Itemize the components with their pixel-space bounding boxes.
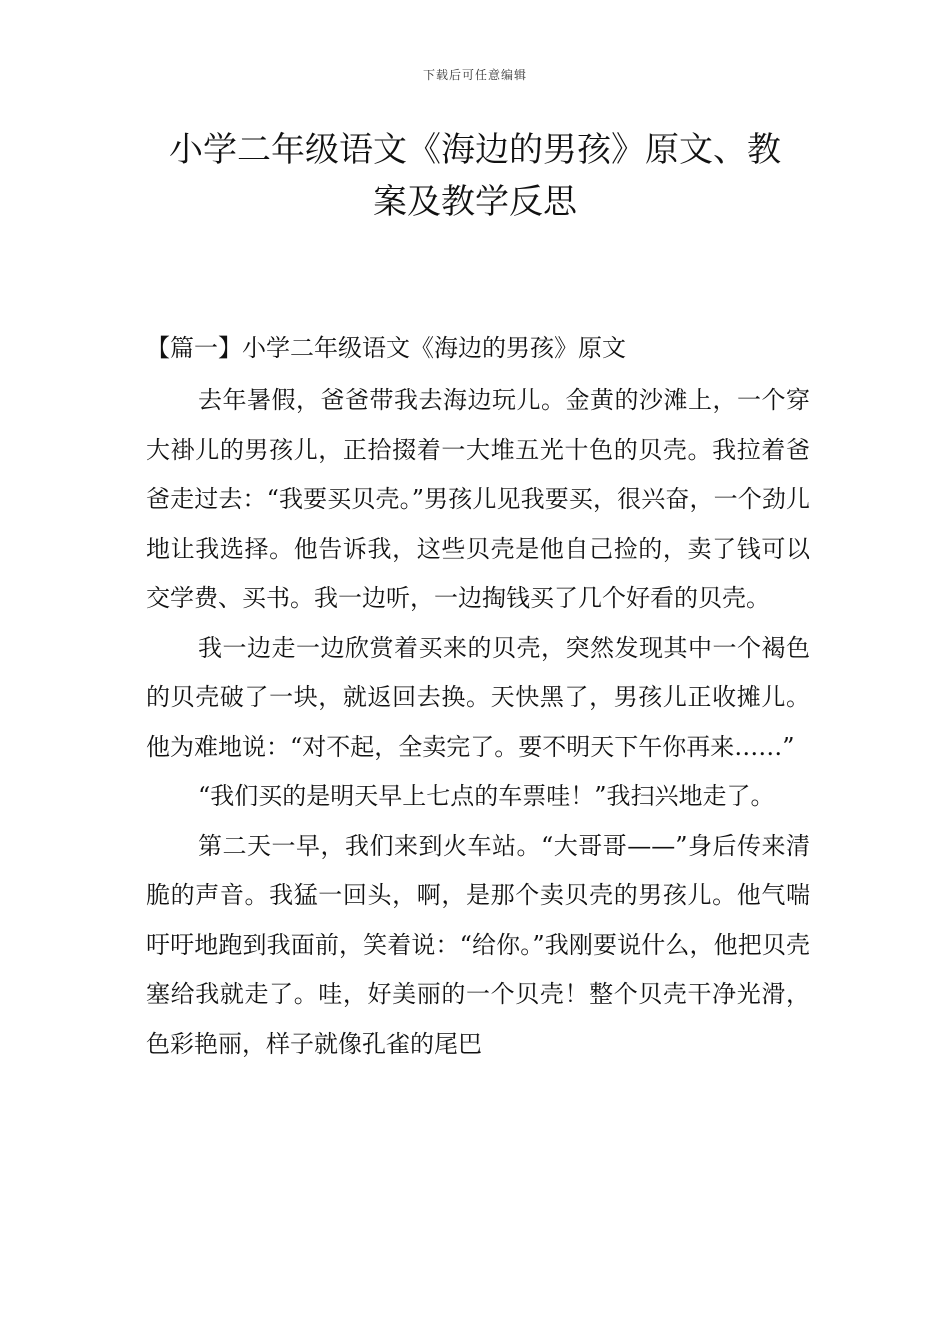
- paragraph: “我们买的是明天早上七点的车票哇！”我扫兴地走了。: [198, 782, 775, 810]
- section-heading: 【篇一】小学二年级语文《海边的男孩》原文: [146, 334, 626, 362]
- header-note: 下载后可任意编辑: [422, 68, 527, 82]
- document-title-line-2: 案及教学反思: [373, 182, 577, 222]
- document-title: [130, 124, 820, 228]
- paragraph: 去年暑假，爸爸带我去海边玩儿。金黄的沙滩上，一个穿大褂儿的男孩儿，正拾掇着一大堆五光十色的贝壳。我拉着爸爸走过去：“我要买贝壳。”男孩儿见我要买，很兴奋，一个劲儿地让我选择。他告诉我，这些贝壳是他自己捡的，卖了钱可以交学费、买书。我一边听，一边掏钱买了几个好看的贝壳。: [146, 386, 810, 612]
- paragraph: 我一边走一边欣赏着买来的贝壳，突然发现其中一个褐色的贝壳破了一块，就返回去换。天快黑了，男孩儿正收摊儿。他为难地说：“对不起，全卖完了。要不明天下午你再来……”: [146, 633, 810, 761]
- document-title-line-1: 小学二年级语文《海边的男孩》原文、教: [169, 130, 781, 170]
- paragraph: 第二天一早，我们来到火车站。“大哥哥——”身后传来清脆的声音。我猛一回头，啊，是那个卖贝壳的男孩儿。他气喘吁吁地跑到我面前，笑着说：“给你。”我刚要说什么，他把贝壳塞给我就走了。哇，好美丽的一个贝壳！整个贝壳干净光滑，色彩艳丽，样子就像孔雀的尾巴: [146, 831, 810, 1058]
- body-text: [146, 376, 810, 1069]
